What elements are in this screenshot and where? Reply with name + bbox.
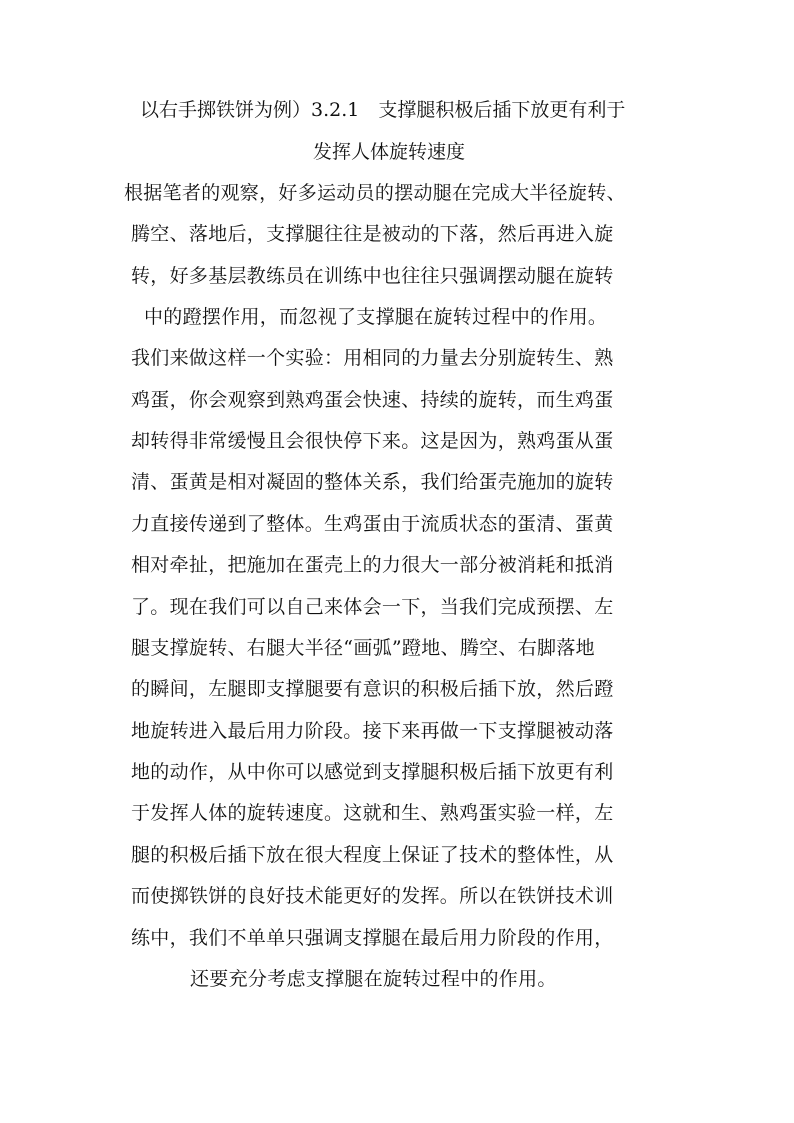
paragraph-line: 根据笔者的观察，好多运动员的摆动腿在完成大半径旋转、 (124, 182, 626, 204)
paragraph-line: 腾空、落地后，支撑腿往往是被动的下落，然后再进入旋 (131, 223, 614, 245)
section-heading-line-1: 以右手掷铁饼为例）3.2.1 支撑腿积极后插下放更有利于 (140, 99, 626, 121)
paragraph-line: 还要充分考虑支撑腿在旋转过程中的作用。 (190, 968, 557, 990)
paragraph-line: 力直接传递到了整体。生鸡蛋由于流质状态的蛋清、蛋黄 (131, 513, 614, 535)
paragraph-line: 了。现在我们可以自己来体会一下，当我们完成预摆、左 (131, 596, 614, 618)
paragraph-line: 地旋转进入最后用力阶段。接下来再做一下支撑腿被动落 (131, 720, 614, 742)
paragraph-line: 腿的积极后插下放在很大程度上保证了技术的整体性，从 (131, 844, 614, 866)
paragraph-line: 相对牵扯，把施加在蛋壳上的力很大一部分被消耗和抵消 (131, 554, 614, 576)
paragraph-line: 中的蹬摆作用，而忽视了支撑腿在旋转过程中的作用。 (144, 306, 608, 328)
paragraph-line: 鸡蛋，你会观察到熟鸡蛋会快速、持续的旋转，而生鸡蛋 (131, 389, 614, 411)
paragraph-line: 清、蛋黄是相对凝固的整体关系，我们给蛋壳施加的旋转 (131, 471, 614, 493)
paragraph-line: 地的动作，从中你可以感觉到支撑腿积极后插下放更有利 (131, 761, 614, 783)
paragraph-line: 的瞬间，左腿即支撑腿要有意识的积极后插下放，然后蹬 (131, 678, 614, 700)
section-heading-line-2: 发挥人体旋转速度 (313, 141, 466, 163)
paragraph-line: 却转得非常缓慢且会很快停下来。这是因为，熟鸡蛋从蛋 (131, 430, 614, 452)
paragraph-line: 练中，我们不单单只强调支撑腿在最后用力阶段的作用， (131, 927, 614, 949)
paragraph-line: 腿支撑旋转、右腿大半径“画弧”蹬地、腾空、右脚落地 (131, 637, 595, 659)
paragraph-line: 于发挥人体的旋转速度。这就和生、熟鸡蛋实验一样，左 (131, 802, 614, 824)
paragraph-line: 而使掷铁饼的良好技术能更好的发挥。所以在铁饼技术训 (131, 885, 614, 907)
paragraph-line: 转，好多基层教练员在训练中也往往只强调摆动腿在旋转 (131, 265, 614, 287)
paragraph-line: 我们来做这样一个实验：用相同的力量去分别旋转生、熟 (131, 347, 614, 369)
